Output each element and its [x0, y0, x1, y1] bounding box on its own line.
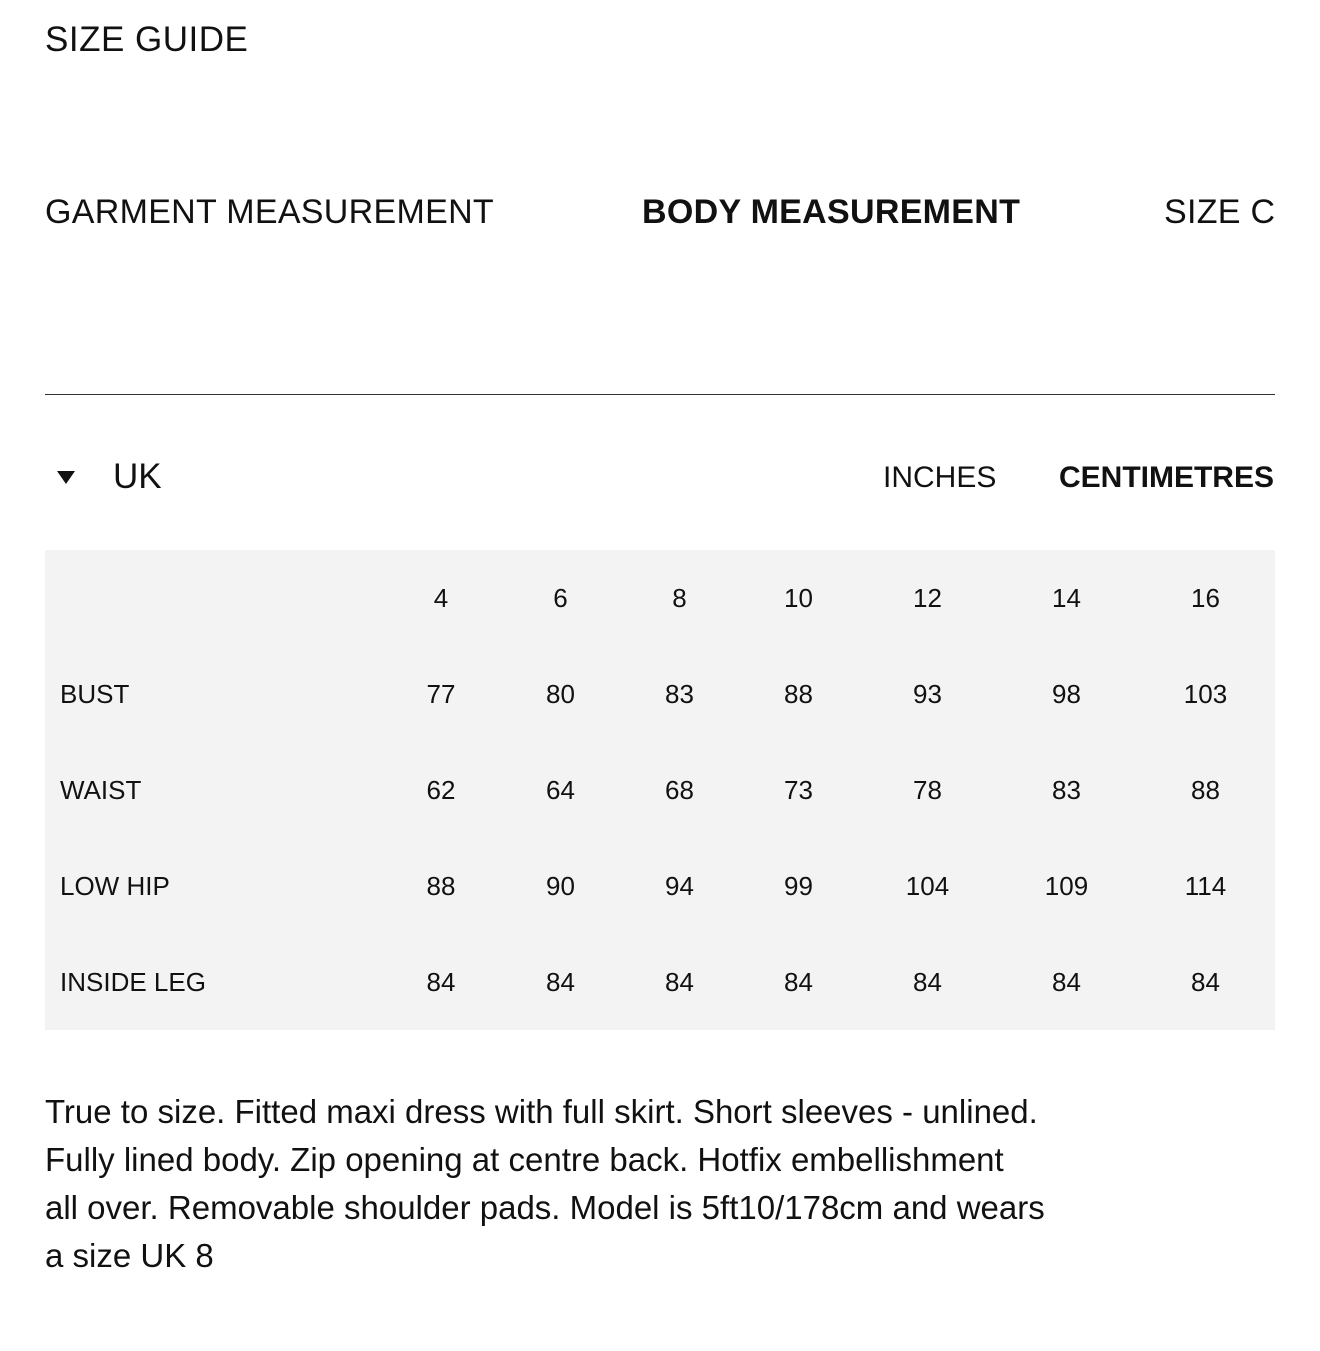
table-row	[45, 742, 1275, 838]
table-cell: 80	[546, 678, 575, 709]
size-header: 4	[433, 582, 449, 613]
table-cell: 78	[913, 774, 942, 805]
table-cell: 73	[784, 774, 813, 805]
size-table-container	[45, 550, 1275, 1030]
table-row	[45, 646, 1275, 742]
table-cell: 64	[546, 774, 575, 805]
tab-garment-measurement[interactable]: GARMENT MEASUREMENT	[45, 193, 494, 231]
size-header: 10	[784, 582, 813, 613]
table-cell: 83	[665, 678, 694, 709]
table-cell: 84	[665, 966, 694, 997]
table-cell: 88	[426, 870, 456, 901]
tab-body-measurement[interactable]: BODY MEASUREMENT	[642, 193, 1021, 231]
table-cell: 98	[1052, 678, 1081, 709]
table-cell: 68	[665, 774, 694, 805]
caret-down-icon	[57, 471, 75, 484]
unit-inches-toggle[interactable]: INCHES	[883, 461, 997, 494]
table-cell: 88	[784, 678, 813, 709]
divider	[45, 394, 1275, 395]
table-cell: 84	[1191, 966, 1220, 997]
table-cell: 77	[426, 678, 456, 709]
tab-size-conversion[interactable]: SIZE C	[1164, 193, 1275, 231]
size-header: 14	[1052, 582, 1081, 613]
table-cell: 93	[913, 678, 942, 709]
header-empty-cell	[45, 550, 381, 646]
region-label: UK	[113, 457, 162, 496]
row-label: BUST	[60, 678, 130, 709]
table-cell: 99	[784, 870, 813, 901]
table-cell: 94	[665, 870, 694, 901]
table-cell: 84	[784, 966, 813, 997]
table-cell: 90	[546, 870, 575, 901]
unit-centimetres-toggle[interactable]: CENTIMETRES	[1058, 461, 1274, 494]
table-cell: 114	[1184, 870, 1227, 901]
table-cell: 109	[1044, 870, 1089, 901]
row-label: INSIDE LEG	[60, 966, 206, 997]
row-label: LOW HIP	[60, 870, 170, 901]
page-title: SIZE GUIDE	[45, 20, 249, 59]
measurement-tabs	[45, 190, 1275, 234]
table-cell: 84	[913, 966, 942, 997]
size-header: 12	[913, 582, 942, 613]
table-cell: 103	[1183, 678, 1228, 709]
table-cell: 84	[1052, 966, 1081, 997]
table-cell: 83	[1052, 774, 1081, 805]
region-select[interactable]	[57, 455, 162, 499]
product-fit-description: True to size. Fitted maxi dress with full skirt. Short sleeves - unlined. Fully lined body. Zip opening at centre back. Hotfix embellishment all over. Removable shoulder pads. Model is 5ft10/178cm and wears a size UK 8	[45, 1093, 1045, 1274]
row-label: WAIST	[60, 774, 142, 805]
table-cell: 88	[1191, 774, 1220, 805]
table-row	[45, 838, 1275, 934]
table-row	[45, 934, 1275, 1030]
table-cell: 84	[546, 966, 575, 997]
size-header: 8	[672, 582, 687, 613]
table-cell: 84	[426, 966, 456, 997]
table-cell: 62	[426, 774, 456, 805]
size-header: 16	[1191, 582, 1220, 613]
size-header: 6	[553, 582, 568, 613]
size-header-row	[45, 550, 1275, 646]
size-table	[45, 550, 1275, 1030]
table-cell: 104	[905, 870, 950, 901]
